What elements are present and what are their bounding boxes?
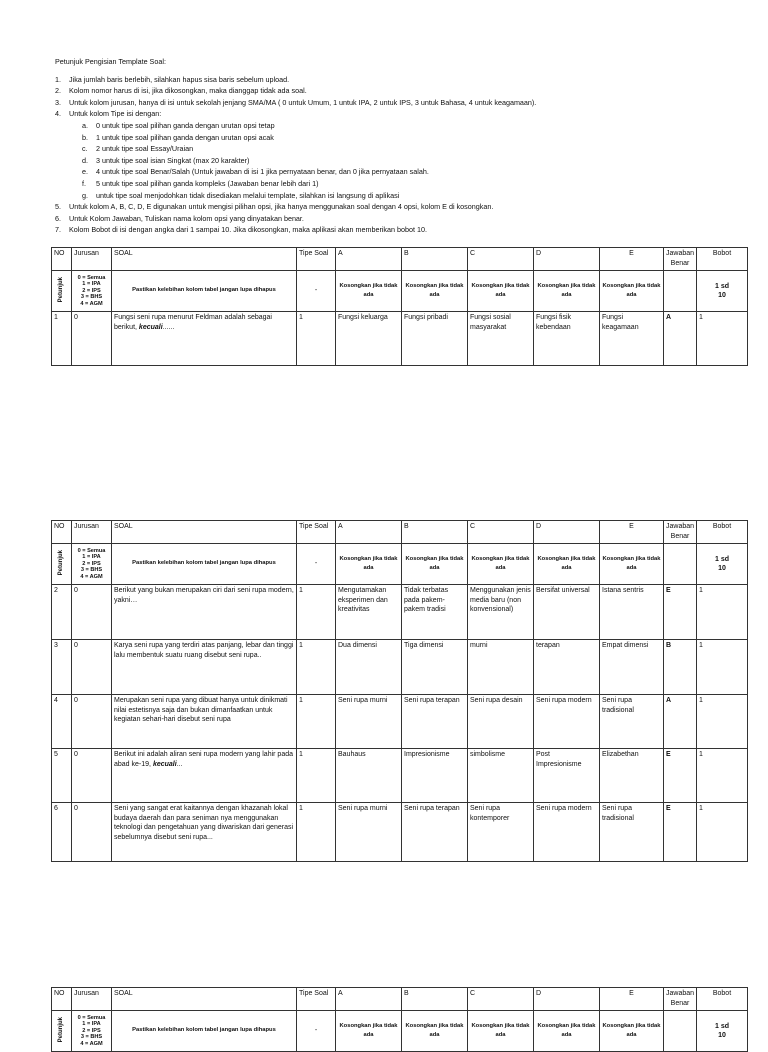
bobot-hint — [697, 544, 748, 585]
soal-text: Karya seni rupa yang terdiri atas panjang, lebar dan tinggi lalu membentuk suatu ruang disebut seni rupa.. — [114, 642, 294, 659]
header-jurusan: Jurusan — [72, 521, 112, 544]
question-row — [52, 640, 748, 695]
row-jurusan: 0 — [72, 695, 112, 749]
instructions-list-continued — [55, 201, 745, 236]
row-soal — [112, 749, 297, 803]
option-b-hint: Kosongkan jika tidak ada — [402, 544, 468, 585]
question-row — [52, 312, 748, 366]
row-jurusan: 0 — [72, 803, 112, 862]
instruction-subitem: c. 2 untuk tipe soal Essay/Uraian — [82, 144, 194, 154]
header-jurusan: Jurusan — [72, 988, 112, 1011]
row-jawaban: E — [664, 749, 697, 803]
header-d: D — [534, 521, 600, 544]
header-b: B — [402, 988, 468, 1011]
header-a: A — [336, 988, 402, 1011]
row-option-a: Seni rupa murni — [336, 803, 402, 862]
petunjuk-label: Petunjuk — [57, 1016, 64, 1042]
table-header-row — [52, 988, 748, 1011]
jurusan-legend-line: 4 = AGM — [80, 573, 103, 580]
question-row — [52, 749, 748, 803]
petunjuk-cell — [52, 271, 72, 312]
soal-keyword: kecuali — [152, 760, 177, 768]
option-d-hint: Kosongkan jika tidak ada — [534, 1011, 600, 1052]
row-option-d: Bersifat universal — [534, 585, 600, 640]
soal-tail: ... — [176, 760, 183, 768]
header-no: NO — [52, 521, 72, 544]
jurusan-legend-line: 1 = IPA — [82, 281, 101, 288]
option-d-hint: Kosongkan jika tidak ada — [534, 271, 600, 312]
row-jurusan: 0 — [72, 585, 112, 640]
option-e-hint: Kosongkan jika tidak ada — [600, 1011, 664, 1052]
jurusan-legend-line: 2 = IPS — [82, 1027, 101, 1034]
jurusan-legend — [72, 544, 112, 585]
petunjuk-label: Petunjuk — [57, 276, 64, 302]
row-bobot: 1 — [697, 640, 748, 695]
tipe-hint: - — [297, 544, 336, 585]
row-option-e: Seni rupa tradisional — [600, 803, 664, 862]
bobot-hint-line: 1 sd — [714, 555, 729, 563]
soal-hint: Pastikan kelebihan kolom tabel jangan lupa dihapus — [112, 544, 297, 585]
row-option-b: Tiga dimensi — [402, 640, 468, 695]
row-bobot: 1 — [697, 312, 748, 366]
header-tipe: Tipe Soal — [297, 521, 336, 544]
row-option-c: Menggunakan jenis media baru (non konvensional) — [468, 585, 534, 640]
row-jurusan: 0 — [72, 312, 112, 366]
option-a-hint: Kosongkan jika tidak ada — [336, 1011, 402, 1052]
bobot-hint-line: 1 sd — [714, 282, 729, 290]
row-soal — [112, 803, 297, 862]
option-a-hint: Kosongkan jika tidak ada — [336, 271, 402, 312]
row-jurusan: 0 — [72, 749, 112, 803]
instruction-subitem: g. untuk tipe soal menjodohkan tidak disediakan melalui template, silahkan isi langsung di aplikasi — [82, 190, 400, 200]
row-option-d: Seni rupa modern — [534, 803, 600, 862]
row-option-d: Seni rupa modern — [534, 695, 600, 749]
soal-hint: Pastikan kelebihan kolom tabel jangan lupa dihapus — [112, 1011, 297, 1052]
instructions-list — [55, 74, 745, 120]
soal-text: Berikut ini adalah aliran seni rupa modern yang lahir pada abad ke-19, — [114, 751, 293, 768]
header-c: C — [468, 521, 534, 544]
header-c: C — [468, 988, 534, 1011]
instruction-item: 1. Jika jumlah baris berlebih, silahkan hapus sisa baris sebelum upload. — [55, 74, 290, 84]
header-tipe: Tipe Soal — [297, 988, 336, 1011]
instruction-subitem: d. 3 untuk tipe soal isian Singkat (max 20 karakter) — [82, 155, 250, 165]
row-option-d: Post Impresionisme — [534, 749, 600, 803]
row-no: 2 — [52, 585, 72, 640]
soal-text: Seni yang sangat erat kaitannya dengan khazanah lokal budaya daerah dan para seniman nya menggunakan teknologi dan pengetahuan yang diwariskan dari generasi sebelumnya disebut seni rupa... — [114, 805, 294, 841]
row-no: 5 — [52, 749, 72, 803]
row-option-c: Fungsi sosial masyarakat — [468, 312, 534, 366]
instruction-item: 5. Untuk kolom A, B, C, D, E digunakan untuk mengisi pilihan opsi, jika hanya menggunakan soal dengan 4 opsi, kolom E di kosongkan. — [55, 202, 494, 212]
soal-keyword: kecuali — [138, 323, 163, 331]
row-tipe: 1 — [297, 749, 336, 803]
jawaban-hint — [664, 271, 697, 312]
row-tipe: 1 — [297, 695, 336, 749]
question-row — [52, 695, 748, 749]
row-option-d: terapan — [534, 640, 600, 695]
row-option-e: Seni rupa tradisional — [600, 695, 664, 749]
row-option-a: Dua dimensi — [336, 640, 402, 695]
row-option-b: Seni rupa terapan — [402, 695, 468, 749]
row-option-d: Fungsi fisik kebendaan — [534, 312, 600, 366]
header-c: C — [468, 248, 534, 271]
petunjuk-label: Petunjuk — [57, 549, 64, 575]
header-b: B — [402, 248, 468, 271]
row-jawaban: A — [664, 695, 697, 749]
row-option-a: Bauhaus — [336, 749, 402, 803]
row-option-a: Seni rupa murni — [336, 695, 402, 749]
bobot-hint-line: 10 — [718, 565, 726, 572]
table-hint-row — [52, 1011, 748, 1052]
row-option-c: Seni rupa kontemporer — [468, 803, 534, 862]
row-soal — [112, 585, 297, 640]
option-d-hint: Kosongkan jika tidak ada — [534, 544, 600, 585]
question-table-3 — [51, 987, 748, 1052]
row-soal — [112, 312, 297, 366]
row-jawaban: E — [664, 585, 697, 640]
header-jawaban: Jawaban Benar — [664, 988, 697, 1011]
row-tipe: 1 — [297, 640, 336, 695]
header-jawaban: Jawaban Benar — [664, 521, 697, 544]
row-option-c: murni — [468, 640, 534, 695]
jurusan-legend-line: 3 = BHS — [80, 1034, 103, 1041]
row-option-a: Mengutamakan eksperimen dan kreativitas — [336, 585, 402, 640]
row-soal — [112, 695, 297, 749]
jurusan-legend-line: 0 = Semua — [77, 274, 106, 281]
header-soal: SOAL — [112, 248, 297, 271]
header-jurusan: Jurusan — [72, 248, 112, 271]
row-bobot: 1 — [697, 585, 748, 640]
header-d: D — [534, 988, 600, 1011]
jurusan-legend-line: 0 = Semua — [77, 547, 106, 554]
header-soal: SOAL — [112, 988, 297, 1011]
row-option-e: Elizabethan — [600, 749, 664, 803]
jurusan-legend-line: 4 = AGM — [80, 300, 103, 307]
header-bobot: Bobot — [697, 521, 748, 544]
row-tipe: 1 — [297, 803, 336, 862]
instruction-item: 7. Kolom Bobot di isi dengan angka dari 1 sampai 10. Jika dikosongkan, maka aplikasi akan memberikan bobot 10. — [55, 225, 427, 235]
tipe-hint: - — [297, 1011, 336, 1052]
soal-tail: ...... — [162, 323, 175, 331]
instruction-item: 2. Kolom nomor harus di isi, jika dikosongkan, maka dianggap tidak ada soal. — [55, 86, 307, 96]
soal-text: Fungsi seni rupa menurut Feldman adalah sebagai berikut, — [114, 314, 272, 331]
option-c-hint: Kosongkan jika tidak ada — [468, 271, 534, 312]
instruction-subitem: a. 0 untuk tipe soal pilihan ganda dengan urutan opsi tetap — [82, 120, 275, 130]
row-bobot: 1 — [697, 749, 748, 803]
option-c-hint: Kosongkan jika tidak ada — [468, 544, 534, 585]
table-header-row — [52, 521, 748, 544]
header-bobot: Bobot — [697, 248, 748, 271]
row-no: 4 — [52, 695, 72, 749]
header-soal: SOAL — [112, 521, 297, 544]
row-option-b: Seni rupa terapan — [402, 803, 468, 862]
instruction-subitem: b. 1 untuk tipe soal pilihan ganda dengan urutan opsi acak — [82, 132, 274, 142]
row-option-a: Fungsi keluarga — [336, 312, 402, 366]
jurusan-legend-line: 2 = IPS — [82, 560, 101, 567]
bobot-hint-line: 10 — [718, 292, 726, 299]
row-no: 3 — [52, 640, 72, 695]
option-a-hint: Kosongkan jika tidak ada — [336, 544, 402, 585]
bobot-hint-line: 1 sd — [714, 1022, 729, 1030]
row-bobot: 1 — [697, 803, 748, 862]
header-tipe: Tipe Soal — [297, 248, 336, 271]
header-b: B — [402, 521, 468, 544]
table-header-row — [52, 248, 748, 271]
jawaban-hint — [664, 1011, 697, 1052]
row-jawaban: A — [664, 312, 697, 366]
soal-text: Merupakan seni rupa yang dibuat hanya untuk dinikmati nilai estetisnya saja dan bukan dimanfaatkan untuk kegiatan sehari-hari disebut seni rupa — [114, 697, 288, 723]
row-option-e: Fungsi keagamaan — [600, 312, 664, 366]
row-jawaban: B — [664, 640, 697, 695]
instructions-heading: Petunjuk Pengisian Template Soal: — [55, 57, 166, 66]
header-e: E — [600, 248, 664, 271]
header-e: E — [600, 988, 664, 1011]
row-option-e: Istana sentris — [600, 585, 664, 640]
bobot-hint-line: 10 — [718, 1032, 726, 1039]
instructions-block — [55, 56, 745, 236]
question-table-1 — [51, 247, 748, 366]
bobot-hint — [697, 271, 748, 312]
header-no: NO — [52, 248, 72, 271]
jurusan-legend — [72, 1011, 112, 1052]
row-jurusan: 0 — [72, 640, 112, 695]
table-hint-row — [52, 271, 748, 312]
question-row — [52, 585, 748, 640]
soal-text: Berikut yang bukan merupakan ciri dari seni rupa modern, yakni… — [114, 587, 294, 604]
row-option-e: Empat dimensi — [600, 640, 664, 695]
option-e-hint: Kosongkan jika tidak ada — [600, 544, 664, 585]
jurusan-legend-line: 1 = IPA — [82, 1021, 101, 1028]
header-no: NO — [52, 988, 72, 1011]
header-e: E — [600, 521, 664, 544]
header-jawaban: Jawaban Benar — [664, 248, 697, 271]
instruction-subitem: e. 4 untuk tipe soal Benar/Salah (Untuk jawaban di isi 1 jika pernyataan benar, dan 0 jika pernyataan salah. — [82, 167, 429, 177]
instruction-item: 4. Untuk kolom Tipe isi dengan: — [55, 109, 162, 119]
header-d: D — [534, 248, 600, 271]
row-jawaban: E — [664, 803, 697, 862]
petunjuk-cell — [52, 1011, 72, 1052]
instruction-item: 3. Untuk kolom jurusan, hanya di isi untuk sekolah jenjang SMA/MA ( 0 untuk Umum, 1 untuk IPA, 2 untuk IPS, 3 untuk Bahasa, 4 untuk keagamaan). — [55, 97, 537, 107]
header-bobot: Bobot — [697, 988, 748, 1011]
table-hint-row — [52, 544, 748, 585]
row-soal — [112, 640, 297, 695]
jurusan-legend-line: 4 = AGM — [80, 1040, 103, 1047]
row-tipe: 1 — [297, 585, 336, 640]
jurusan-legend-line: 1 = IPA — [82, 554, 101, 561]
jurusan-legend-line: 2 = IPS — [82, 287, 101, 294]
header-a: A — [336, 248, 402, 271]
jawaban-hint — [664, 544, 697, 585]
row-tipe: 1 — [297, 312, 336, 366]
row-no: 6 — [52, 803, 72, 862]
petunjuk-cell — [52, 544, 72, 585]
option-b-hint: Kosongkan jika tidak ada — [402, 271, 468, 312]
soal-hint: Pastikan kelebihan kolom tabel jangan lupa dihapus — [112, 271, 297, 312]
jurusan-legend-line: 3 = BHS — [80, 567, 103, 574]
option-e-hint: Kosongkan jika tidak ada — [600, 271, 664, 312]
option-b-hint: Kosongkan jika tidak ada — [402, 1011, 468, 1052]
row-option-b: Impresionisme — [402, 749, 468, 803]
row-bobot: 1 — [697, 695, 748, 749]
instruction-subitem: f. 5 untuk tipe soal pilihan ganda kompleks (Jawaban benar lebih dari 1) — [82, 178, 319, 188]
bobot-hint — [697, 1011, 748, 1052]
row-option-c: Seni rupa desain — [468, 695, 534, 749]
jurusan-legend — [72, 271, 112, 312]
jurusan-legend-line: 3 = BHS — [80, 294, 103, 301]
option-c-hint: Kosongkan jika tidak ada — [468, 1011, 534, 1052]
question-table-2 — [51, 520, 748, 862]
row-option-b: Tidak terbatas pada pakem-pakem tradisi — [402, 585, 468, 640]
jurusan-legend-line: 0 = Semua — [77, 1014, 106, 1021]
question-row — [52, 803, 748, 862]
instruction-item: 6. Untuk Kolom Jawaban, Tuliskan nama kolom opsi yang dinyatakan benar. — [55, 213, 304, 223]
instructions-sublist — [55, 120, 745, 201]
row-option-b: Fungsi pribadi — [402, 312, 468, 366]
tipe-hint: - — [297, 271, 336, 312]
row-no: 1 — [52, 312, 72, 366]
row-option-c: simbolisme — [468, 749, 534, 803]
header-a: A — [336, 521, 402, 544]
